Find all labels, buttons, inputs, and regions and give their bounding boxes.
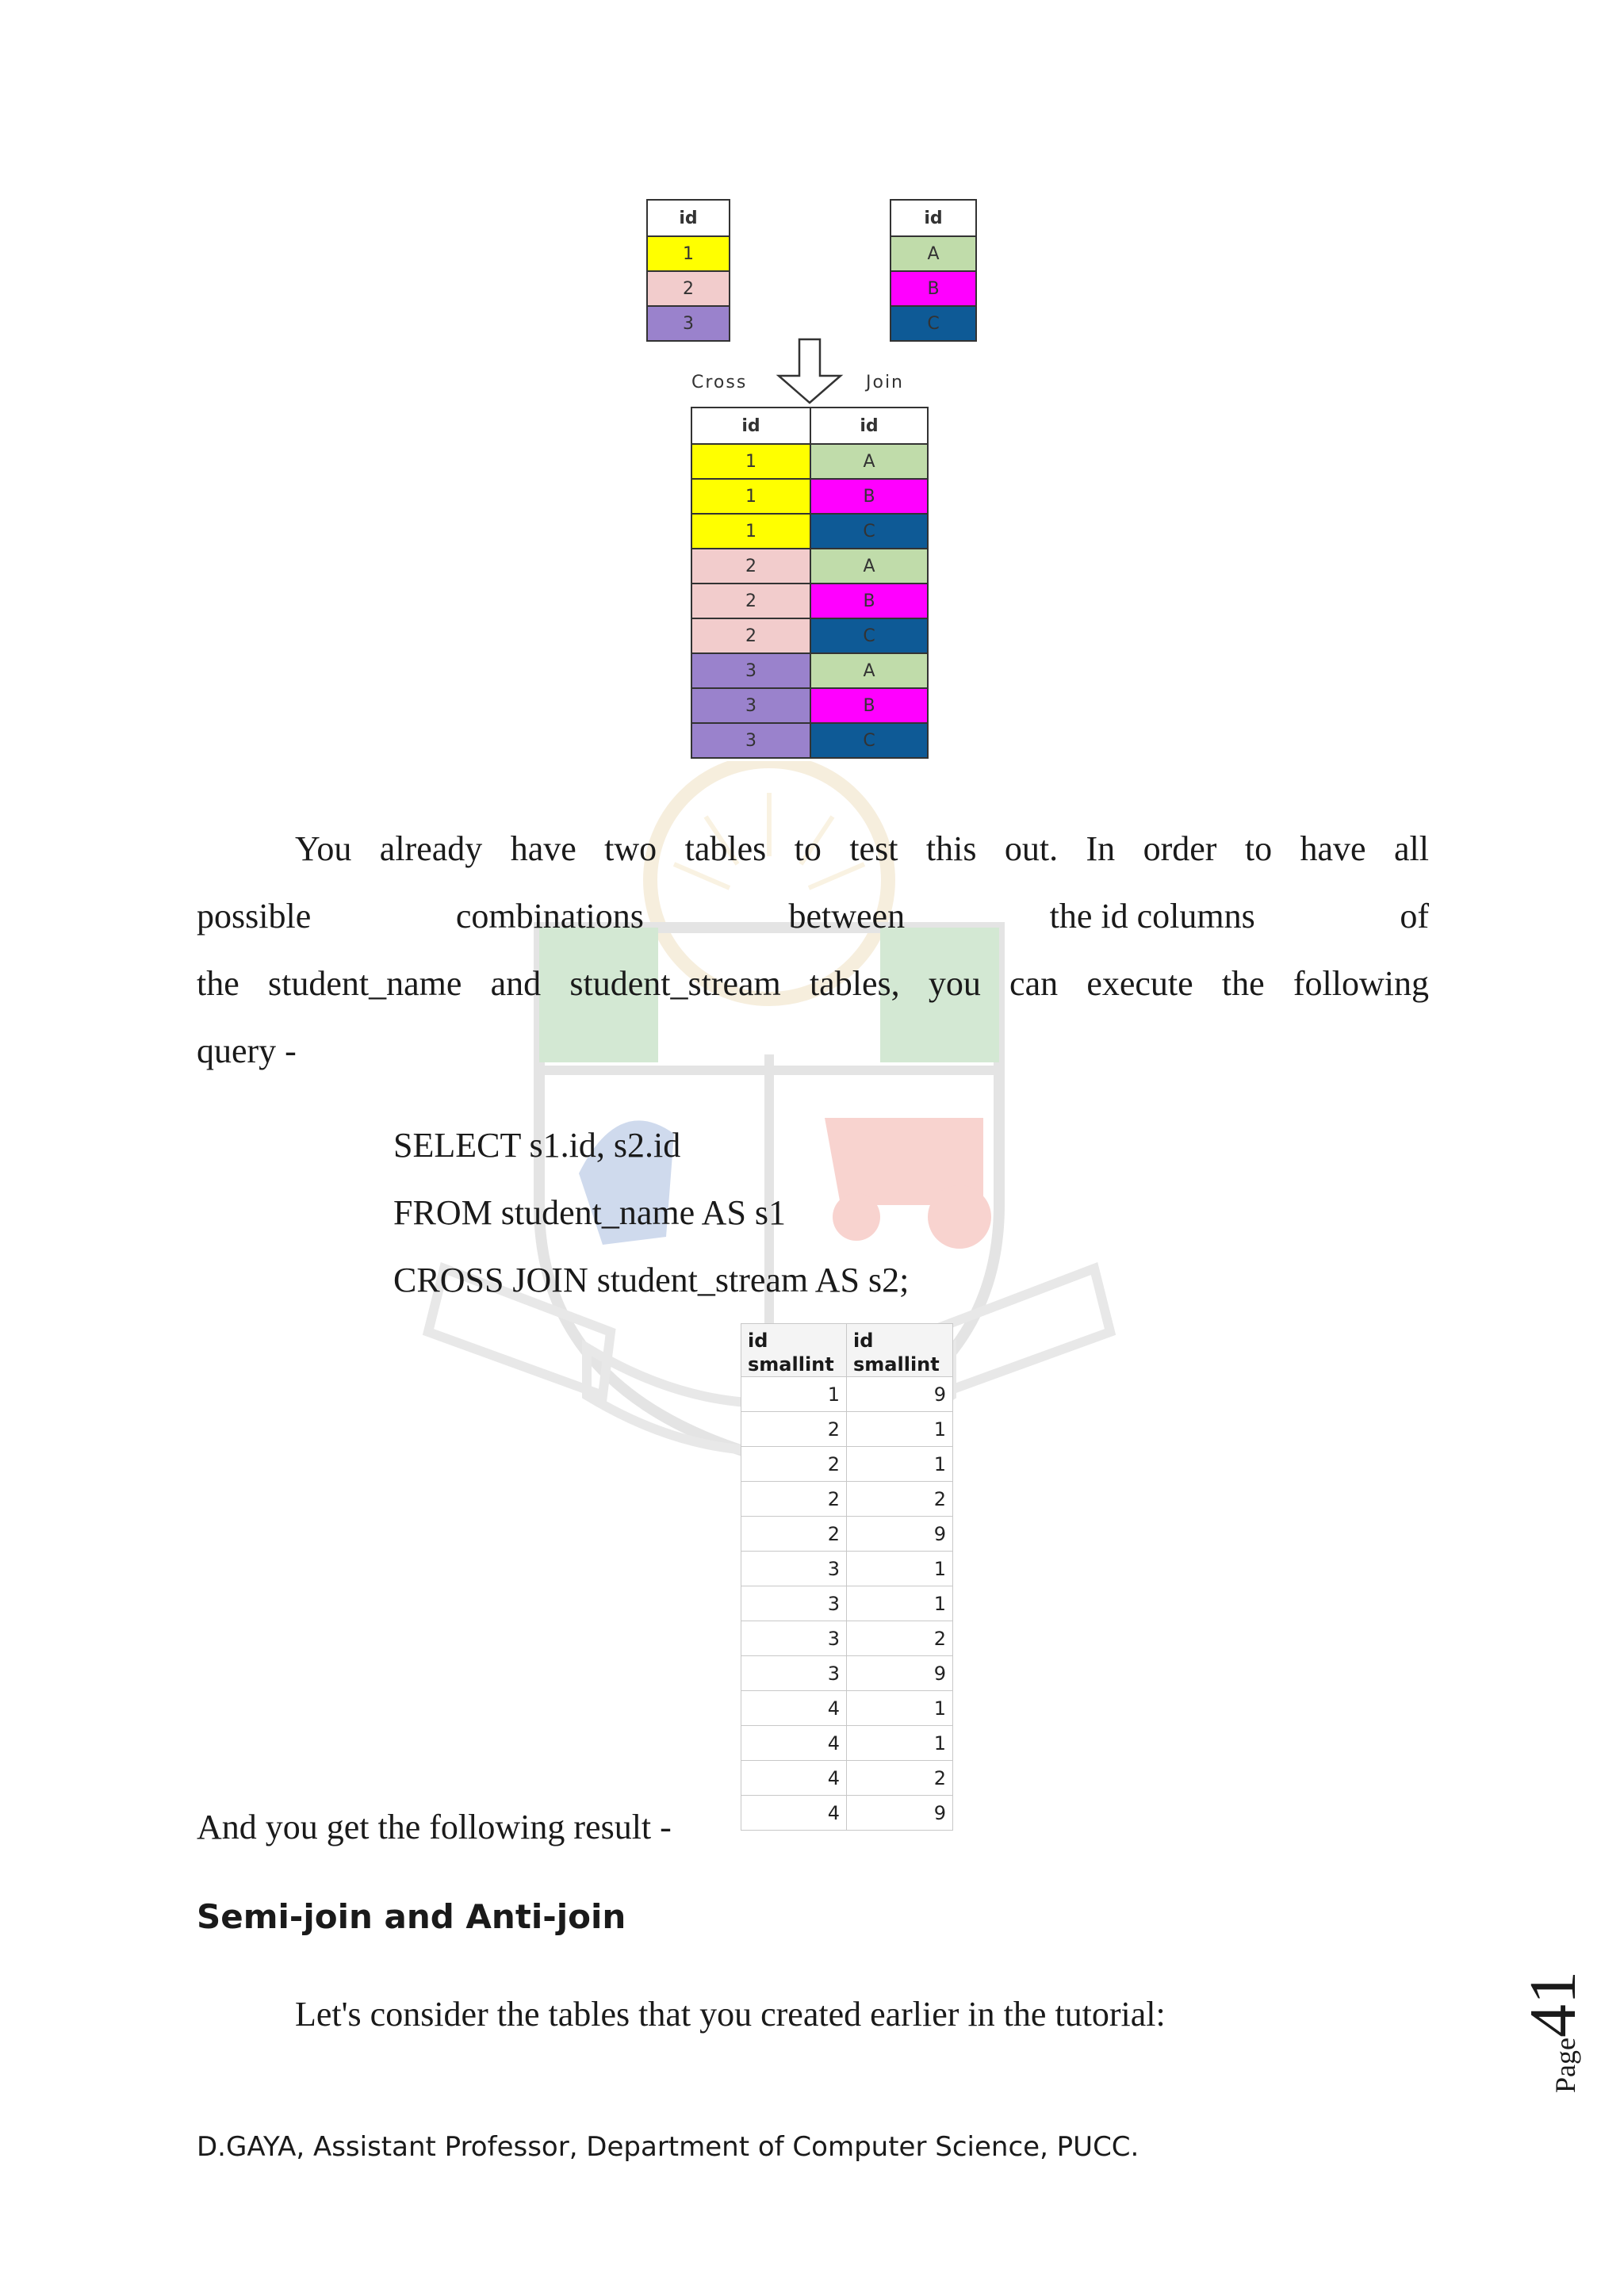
diagram-row [691, 479, 928, 514]
table-cell: 4 [741, 1761, 847, 1796]
diagram-cell: A [810, 549, 928, 584]
diagram-cell: 3 [691, 688, 810, 723]
cross-caption: Cross [691, 373, 748, 392]
intro-word: the id columns [1049, 897, 1255, 936]
table-row [741, 1377, 953, 1412]
diagram-header: id [810, 408, 928, 444]
table-row [741, 1691, 953, 1726]
query-line-1: SELECT s1.id, s2.id [393, 1126, 681, 1165]
diagram-cell: 2 [691, 618, 810, 653]
table-row [741, 1517, 953, 1552]
intro-line-4: query - [197, 1031, 297, 1070]
cross-join-diagram-table [691, 407, 929, 759]
result-grid [741, 1323, 953, 1831]
diagram-row [691, 723, 928, 758]
right-table-header: id [891, 200, 976, 236]
column-name: id [853, 1330, 874, 1352]
result-intro-text: And you get the following result - [197, 1808, 672, 1846]
diagram-cell: A [810, 653, 928, 688]
down-arrow-icon [776, 338, 844, 404]
diagram-header: id [691, 408, 810, 444]
table-cell: 9 [847, 1377, 953, 1412]
left-table-cell: 2 [647, 271, 730, 306]
table-cell: 2 [847, 1482, 953, 1517]
table-row [741, 1656, 953, 1691]
diagram-cell: A [810, 444, 928, 479]
column-type: smallint [853, 1353, 940, 1376]
section-paragraph: Let's consider the tables that you created earlier in the tutorial: [295, 1995, 1166, 2034]
table-row [741, 1482, 953, 1517]
diagram-cell: 2 [691, 549, 810, 584]
table-cell: 3 [741, 1586, 847, 1621]
diagram-row [691, 584, 928, 618]
table-cell: 1 [847, 1586, 953, 1621]
diagram-cell: 1 [691, 514, 810, 549]
right-table-cell: C [891, 306, 976, 341]
query-line-3: CROSS JOIN student_stream AS s2; [393, 1261, 910, 1299]
table-cell: 3 [741, 1552, 847, 1586]
table-cell: 3 [741, 1656, 847, 1691]
diagram-row [691, 688, 928, 723]
table-cell: 1 [741, 1377, 847, 1412]
intro-word: possible [197, 897, 312, 936]
table-cell: 9 [847, 1656, 953, 1691]
table-cell: 2 [847, 1761, 953, 1796]
intro-word: combinations [455, 897, 644, 936]
table-cell: 4 [741, 1796, 847, 1831]
table-cell: 1 [847, 1726, 953, 1761]
page-number [1515, 1971, 1591, 2093]
diagram-row [691, 549, 928, 584]
diagram-row [691, 444, 928, 479]
table-cell: 4 [741, 1726, 847, 1761]
table-cell: 2 [741, 1482, 847, 1517]
diagram-cell: 3 [691, 723, 810, 758]
intro-word: of [1400, 897, 1429, 936]
table-cell: 4 [741, 1691, 847, 1726]
left-table-cell: 3 [647, 306, 730, 341]
query-line-2: FROM student_name AS s1 [393, 1193, 787, 1232]
table-row [741, 1412, 953, 1447]
intro-line-3: the student_name and student_stream tables, you can execute the following [197, 964, 1429, 1003]
table-cell: 2 [741, 1517, 847, 1552]
intro-line-2 [197, 882, 1429, 950]
intro-word: between [788, 897, 906, 936]
left-source-table [646, 199, 730, 342]
diagram-cell: 1 [691, 444, 810, 479]
section-heading: Semi-join and Anti-join [197, 1897, 626, 1936]
table-cell: 3 [741, 1621, 847, 1656]
diagram-row [691, 653, 928, 688]
table-cell: 1 [847, 1412, 953, 1447]
table-row [741, 1447, 953, 1482]
table-cell: 2 [741, 1447, 847, 1482]
table-row [741, 1552, 953, 1586]
diagram-cell: B [810, 688, 928, 723]
intro-line-1: You already have two tables to test this out. In order to have all [295, 829, 1429, 868]
table-cell: 9 [847, 1796, 953, 1831]
table-row [741, 1761, 953, 1796]
diagram-cell: 1 [691, 479, 810, 514]
table-cell: 2 [847, 1621, 953, 1656]
left-table-cell: 1 [647, 236, 730, 271]
page-label: Page [1549, 2038, 1581, 2093]
page-footer: D.GAYA, Assistant Professor, Department of Computer Science, PUCC. [197, 2131, 1139, 2163]
diagram-row [691, 514, 928, 549]
join-caption: Join [866, 373, 905, 392]
table-cell: 1 [847, 1552, 953, 1586]
table-row [741, 1586, 953, 1621]
table-row [741, 1726, 953, 1761]
page-number-value: 41 [1516, 1971, 1590, 2038]
column-type: smallint [748, 1353, 834, 1376]
right-table-cell: A [891, 236, 976, 271]
right-table-cell: B [891, 271, 976, 306]
table-row [741, 1621, 953, 1656]
diagram-cell: B [810, 479, 928, 514]
table-row [741, 1796, 953, 1831]
table-cell: 1 [847, 1691, 953, 1726]
table-cell: 1 [847, 1447, 953, 1482]
result-grid-header-1 [741, 1324, 847, 1377]
diagram-cell: C [810, 618, 928, 653]
diagram-row [691, 618, 928, 653]
table-cell: 9 [847, 1517, 953, 1552]
table-cell: 2 [741, 1412, 847, 1447]
result-grid-header-2 [847, 1324, 953, 1377]
diagram-cell: C [810, 514, 928, 549]
diagram-cell: 2 [691, 584, 810, 618]
diagram-cell: C [810, 723, 928, 758]
column-name: id [748, 1330, 768, 1352]
left-table-header: id [647, 200, 730, 236]
diagram-cell: 3 [691, 653, 810, 688]
right-source-table [890, 199, 977, 342]
diagram-cell: B [810, 584, 928, 618]
